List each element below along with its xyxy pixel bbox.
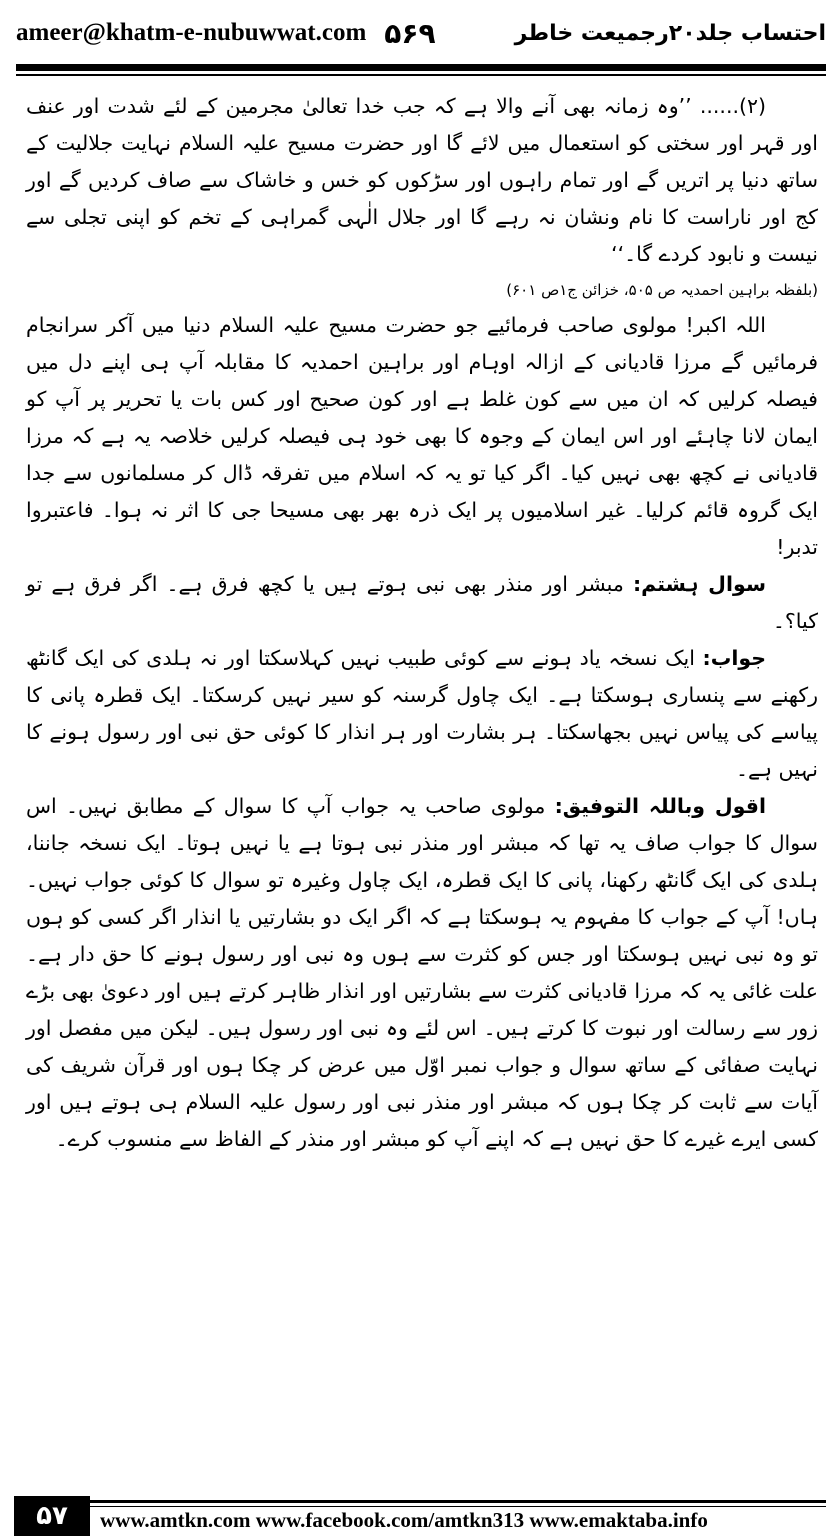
commentary-paragraph: اللہ اکبر! مولوی صاحب فرمائیے جو حضرت مسیح علیہ السلام دنیا میں آکر سرانجام فرمائیں گے مرزا قادیانی کے ازالہ اوہام اور براہین احمدیہ کا مقابلہ آپ ہی اپنے دل میں فیصلہ کرلیں کہ ان میں سے کون غلط ہے اور کون صحیح اور کس بات یا تحریر پر آپ کو ایمان لانا چاہئے اور اس ایمان کے وجوہ کا بھی خود ہی فیصلہ کرلیں خلاصہ یہ ہے کہ مرزا قادیانی نے کچھ بھی نہیں کیا۔ اگر کیا تو یہ کہ اسلام میں تفرقہ ڈال کر مسلمانوں سے جدا ایک گروہ قائم کرلیا۔ غیر اسلامیوں پر ایک ذرہ بھر بھی مسیحا جی کا اثر نہ ہوا۔ فاعتبروا تدبر! — [26, 313, 818, 559]
book-title: احتساب جلد۲۰رجمیعت خاطر — [514, 20, 826, 46]
reply-label: اقول وباللہ التوفیق: — [554, 794, 766, 818]
answer-text: ایک نسخہ یاد ہونے سے کوئی طبیب نہیں کہلاسکتا اور نہ ہلدی کی ایک گانٹھ رکھنے سے پنساری ہوسکتا ہے۔ ایک چاول گرسنہ کو سیر نہیں کرسکتا۔ ایک قطرہ پانی کا پیاسے کی پیاس نہیں بجھاسکتا۔ ہر بشارت اور ہر انذار کا کوئی حق نبی اور رسول ہونے کا نہیں ہے۔ — [26, 646, 818, 781]
quote-paragraph: (۲)...... ’’وہ زمانہ بھی آنے والا ہے کہ جب خدا تعالیٰ مجرمین کے لئے شدت اور عنف اور قہر اور سختی کو استعمال میں لائے گا اور حضرت مسیح علیہ السلام نہایت جلالیت کے ساتھ دنیا پر اتریں گے اور تمام راہوں اور سڑکوں کو خس و خاشاک سے صاف کردیں گے اور کج اور ناراست کا نام ونشان نہ رہے گا اور جلال الٰہی گمراہی کے تخم کو اپنی تجلی سے نیست و نابود کردے گا۔‘‘ — [26, 94, 818, 266]
reply-paragraph — [26, 788, 818, 1158]
answer-paragraph — [26, 640, 818, 788]
footer-urls: www.amtkn.com www.facebook.com/amtkn313 www.emaktaba.info — [100, 1508, 708, 1532]
header-rule-thick — [16, 64, 826, 71]
page-header — [16, 0, 826, 66]
question-text: مبشر اور منذر بھی نبی ہوتے ہیں یا کچھ فرق ہے۔ اگر فرق ہے تو کیا؟۔ — [26, 572, 818, 633]
question-label: سوال ہشتم: — [632, 572, 766, 596]
reference-line: (بلفظہ براہین احمدیہ ص ۵۰۵، خزائن ج۱ص ۶۰۱) — [506, 281, 818, 299]
page-footer — [14, 1496, 826, 1536]
header-email: ameer@khatm-e-nubuwwat.com — [16, 19, 367, 46]
answer-label: جواب: — [702, 646, 766, 670]
question-paragraph — [26, 566, 818, 640]
header-left — [16, 17, 436, 50]
footer-rule-thick — [90, 1500, 826, 1503]
footer-right — [90, 1496, 826, 1536]
footer-rule-thin — [90, 1506, 826, 1507]
reply-text: مولوی صاحب یہ جواب آپ کا سوال کے مطابق نہیں۔ اس سوال کا جواب صاف یہ تھا کہ مبشر اور منذر نبی ہوتا ہے یا نہیں ہوتا۔ ایک نسخہ جاننا، ہلدی کی ایک گانٹھ رکھنا، پانی کا ایک قطرہ، ایک چاول وغیرہ تو سوال کا کوئی جواب نہیں۔ ہاں! آپ کے جواب کا مفہوم یہ ہوسکتا ہے کہ اگر ایک دو بشارتیں یا انذار اگر کسی کو ہوں تو وہ نبی نہیں ہوسکتا اور جس کو کثرت سے ہوں وہ نبی اور رسول ہونے کا حق دار ہے۔ علت غائی یہ کہ مرزا قادیانی کثرت سے بشارتیں اور انذار ظاہر کرتے ہیں اور دعویٰ بھی بڑے زور سے رسالت اور نبوت کا کرتے ہیں۔ اس لئے وہ نبی اور رسول ہیں۔ لیکن میں مفصل اور نہایت صفائی کے ساتھ سوال و جواب نمبر اوّل میں عرض کر چکا ہوں اور قرآن شریف کی آیات سے ثابت کر چکا ہوں کہ مبشر اور منذر نبی اور رسول علیہ السلام ہی ہوتے ہیں اور کسی ایرے غیرے کا حق نہیں ہے کہ اپنے آپ کو مبشر اور منذر کے الفاظ سے منسوب کرے۔ — [26, 794, 818, 1151]
footer-page-number: ۵۷ — [14, 1496, 90, 1536]
header-rule-thin — [16, 74, 826, 76]
page-body — [26, 88, 818, 1158]
page-number: ۵۶۹ — [384, 16, 436, 50]
